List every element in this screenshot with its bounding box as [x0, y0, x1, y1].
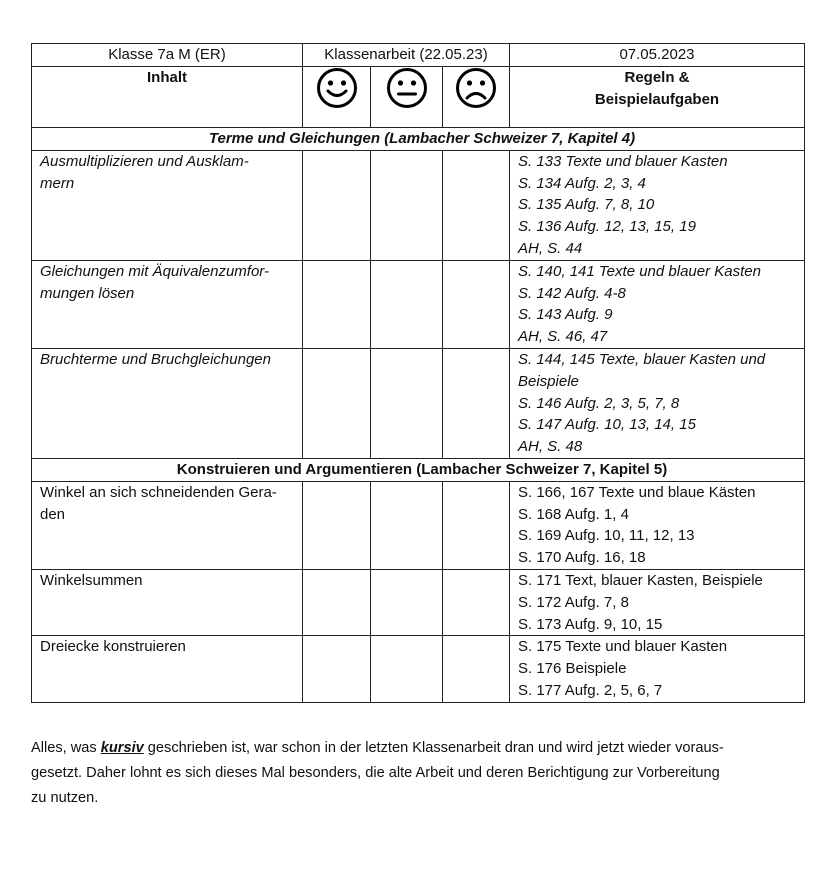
topic-rules-cell	[510, 150, 805, 260]
rating-sad-cell[interactable]	[443, 150, 510, 260]
topic-row	[32, 348, 805, 458]
topic-row	[32, 481, 805, 569]
note-line2: gesetzt. Daher lohnt es sich dieses Mal besonders, die alte Arbeit und deren Berichtigung zur Vorbereitung	[31, 765, 720, 781]
topic-content-line: mern	[40, 174, 75, 192]
rating-happy-cell[interactable]	[303, 481, 371, 569]
header-row-top	[32, 44, 805, 67]
rule-line: S. 135 Aufg. 7, 8, 10	[518, 196, 655, 214]
rule-line: S. 176 Beispiele	[518, 660, 627, 678]
smiley-happy-icon	[316, 67, 358, 109]
topic-row	[32, 636, 805, 702]
date-label: 07.05.2023	[510, 44, 805, 67]
rating-neutral-cell[interactable]	[371, 569, 443, 635]
rules-header-line1: Regeln &	[624, 69, 690, 86]
topic-row	[32, 569, 805, 635]
class-label: Klasse 7a M (ER)	[32, 44, 303, 67]
neutral-face-cell	[371, 67, 443, 128]
topic-rules-cell	[510, 260, 805, 348]
rule-line: AH, S. 48	[518, 438, 583, 456]
topic-content-line: Ausmultiplizieren und Ausklam-	[40, 152, 249, 170]
happy-face-cell	[303, 67, 371, 128]
topic-rules-cell	[510, 636, 805, 702]
rule-line: AH, S. 46, 47	[518, 328, 608, 346]
section-header-row	[32, 458, 805, 481]
rating-sad-cell[interactable]	[443, 260, 510, 348]
section-title: Konstruieren und Argumentieren (Lambacher Schweizer 7, Kapitel 5)	[32, 458, 805, 481]
rule-line: S. 136 Aufg. 12, 13, 15, 19	[518, 218, 696, 236]
topic-content-cell	[32, 481, 303, 569]
rule-line: S. 142 Aufg. 4-8	[518, 284, 626, 302]
rule-line: Beispiele	[518, 372, 579, 390]
topic-content-cell	[32, 636, 303, 702]
topic-rules-cell	[510, 481, 805, 569]
topic-content-line: Gleichungen mit Äquivalenzumfor-	[40, 262, 270, 280]
topic-rules-cell	[510, 348, 805, 458]
header-row-bottom	[32, 67, 805, 128]
rating-happy-cell[interactable]	[303, 636, 371, 702]
rules-column-header	[510, 67, 805, 128]
sad-face-cell	[443, 67, 510, 128]
rule-line: S. 171 Text, blauer Kasten, Beispiele	[518, 571, 763, 589]
topic-content-cell	[32, 260, 303, 348]
rating-happy-cell[interactable]	[303, 150, 371, 260]
footnote	[31, 736, 806, 811]
rule-line: S. 133 Texte und blauer Kasten	[518, 152, 728, 170]
topic-content-cell	[32, 150, 303, 260]
note-line3: zu nutzen.	[31, 790, 99, 806]
topic-row	[32, 260, 805, 348]
rule-line: S. 146 Aufg. 2, 3, 5, 7, 8	[518, 394, 680, 412]
rating-sad-cell[interactable]	[443, 348, 510, 458]
topic-content-cell	[32, 569, 303, 635]
note-prefix: Alles, was	[31, 740, 101, 756]
rating-neutral-cell[interactable]	[371, 636, 443, 702]
rating-neutral-cell[interactable]	[371, 348, 443, 458]
rating-sad-cell[interactable]	[443, 569, 510, 635]
section-title: Terme und Gleichungen (Lambacher Schweizer 7, Kapitel 4)	[32, 128, 805, 151]
topic-content-line: Bruchterme und Bruchgleichungen	[40, 350, 271, 368]
topic-content-cell	[32, 348, 303, 458]
topic-content-line: den	[40, 505, 66, 523]
smiley-neutral-icon	[386, 67, 428, 109]
rules-header-line2: Beispielaufgaben	[594, 90, 720, 108]
topic-content-line: Winkelsummen	[40, 571, 143, 589]
rating-neutral-cell[interactable]	[371, 481, 443, 569]
rating-happy-cell[interactable]	[303, 260, 371, 348]
topic-content-line: Winkel an sich schneidenden Gera-	[40, 483, 277, 501]
rule-line: S. 134 Aufg. 2, 3, 4	[518, 174, 646, 192]
rule-line: S. 140, 141 Texte und blauer Kasten	[518, 262, 761, 280]
topic-content-line: Dreiecke konstruieren	[40, 638, 186, 656]
topic-row	[32, 150, 805, 260]
smiley-sad-icon	[455, 67, 497, 109]
rating-neutral-cell[interactable]	[371, 260, 443, 348]
note-line1-rest: geschrieben ist, war schon in der letzten Klassenarbeit dran und wird jetzt wieder voraus-	[143, 740, 724, 756]
rating-sad-cell[interactable]	[443, 481, 510, 569]
rule-line: S. 147 Aufg. 10, 13, 14, 15	[518, 416, 696, 434]
rule-line: S. 172 Aufg. 7, 8	[518, 593, 629, 611]
note-keyword: kursiv	[100, 740, 144, 756]
rating-neutral-cell[interactable]	[371, 150, 443, 260]
rule-line: S. 175 Texte und blauer Kasten	[518, 638, 728, 656]
exam-topics-table	[31, 43, 805, 703]
rule-line: S. 170 Aufg. 16, 18	[518, 549, 646, 567]
rule-line: S. 177 Aufg. 2, 5, 6, 7	[518, 681, 663, 699]
rule-line: S. 169 Aufg. 10, 11, 12, 13	[518, 527, 695, 545]
rule-line: S. 173 Aufg. 9, 10, 15	[518, 615, 663, 633]
rating-happy-cell[interactable]	[303, 569, 371, 635]
rule-line: S. 166, 167 Texte und blaue Kästen	[518, 483, 756, 501]
topic-rules-cell	[510, 569, 805, 635]
rule-line: S. 144, 145 Texte, blauer Kasten und	[518, 350, 766, 368]
rule-line: AH, S. 44	[518, 239, 583, 257]
rule-line: S. 143 Aufg. 9	[518, 306, 613, 324]
rating-happy-cell[interactable]	[303, 348, 371, 458]
content-column-header: Inhalt	[32, 67, 303, 128]
rating-sad-cell[interactable]	[443, 636, 510, 702]
rule-line: S. 168 Aufg. 1, 4	[518, 505, 629, 523]
topic-content-line: mungen lösen	[40, 284, 135, 302]
exam-label: Klassenarbeit (22.05.23)	[303, 44, 510, 67]
section-header-row	[32, 128, 805, 151]
